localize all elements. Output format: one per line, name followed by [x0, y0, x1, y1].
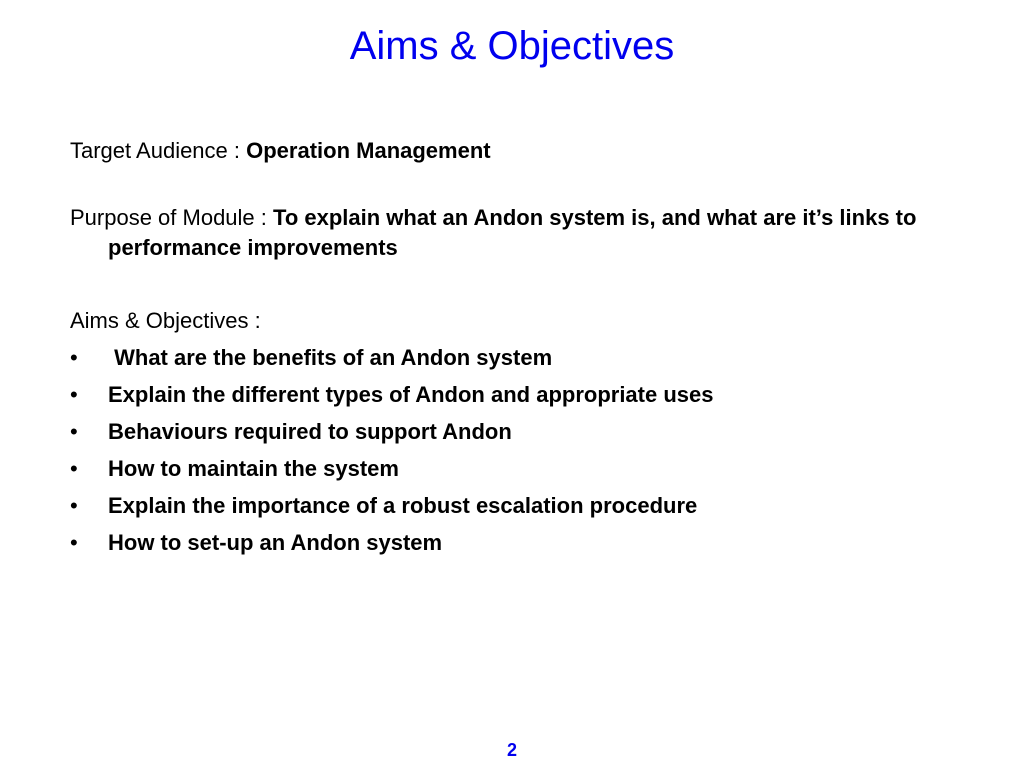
slide-title: Aims & Objectives [349, 24, 675, 68]
objective-text: How to maintain the system [108, 456, 399, 481]
slide-content [70, 136, 970, 565]
purpose-label: Purpose of Module : [70, 205, 274, 230]
purpose-value: To explain what an Andon system is, and what are it’s links to performance improvements [108, 205, 917, 260]
target-audience-value: Operation Management [246, 138, 491, 163]
objective-item [70, 454, 970, 484]
purpose-of-module [70, 203, 970, 263]
objective-text: Explain the different types of Andon and appropriate uses [108, 382, 714, 407]
objectives-list [70, 343, 970, 558]
bullet-icon: • [70, 382, 78, 407]
objective-text: What are the benefits of an Andon system [108, 345, 553, 370]
bullet-icon: • [70, 419, 78, 444]
bullet-icon: • [70, 530, 78, 555]
page-number: 2 [506, 740, 517, 760]
objective-item [70, 417, 970, 447]
bullet-icon: • [70, 345, 78, 370]
objective-text: Explain the importance of a robust escalation procedure [108, 493, 698, 518]
aims-heading: Aims & Objectives : [70, 308, 261, 333]
objective-item [70, 528, 970, 558]
objective-item [70, 380, 970, 410]
bullet-icon: • [70, 456, 78, 481]
objective-item [70, 343, 970, 373]
objective-item [70, 491, 970, 521]
objective-text: Behaviours required to support Andon [108, 419, 512, 444]
target-audience [70, 136, 970, 166]
target-audience-label: Target Audience : [70, 138, 247, 163]
objective-text: How to set-up an Andon system [108, 530, 443, 555]
bullet-icon: • [70, 493, 78, 518]
